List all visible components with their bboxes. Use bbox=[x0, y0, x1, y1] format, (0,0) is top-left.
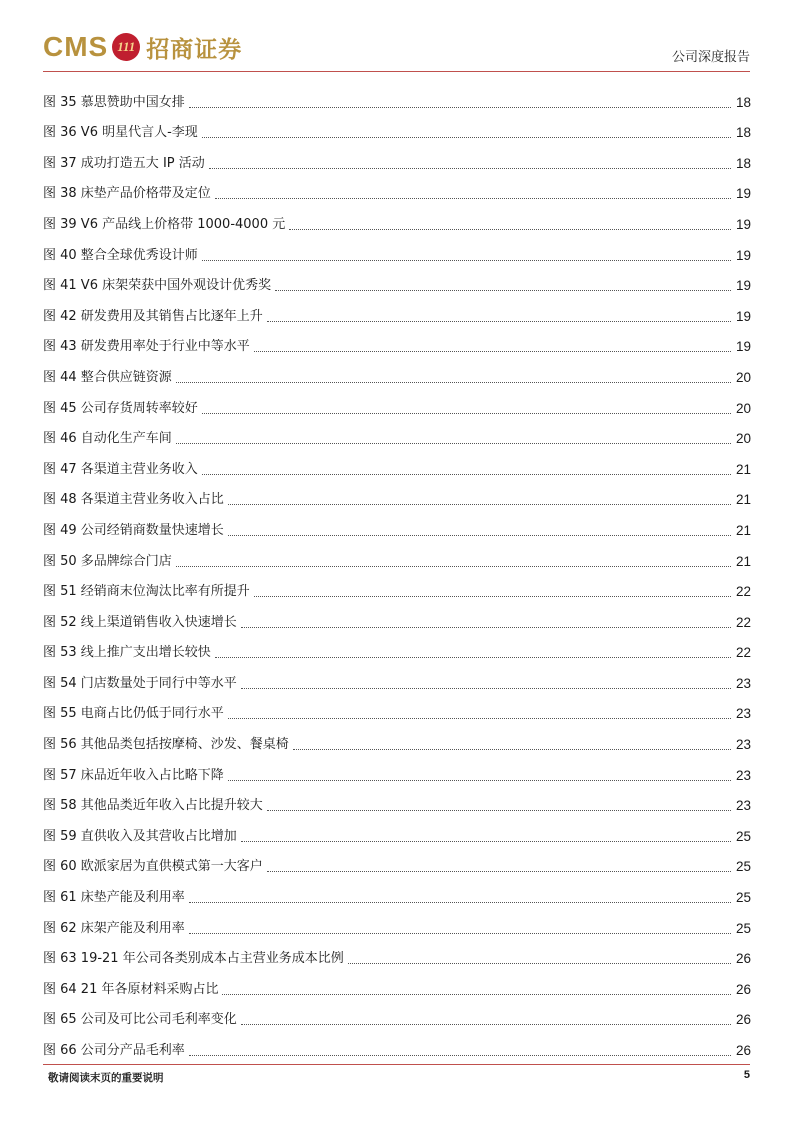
toc-leader-dots bbox=[202, 248, 731, 261]
toc-entry-label: 图 58 其他品类近年收入占比提升较大 bbox=[43, 798, 263, 814]
toc-entry-page: 18 bbox=[735, 94, 751, 110]
toc-entry-page: 20 bbox=[735, 400, 751, 416]
toc-entry-page: 19 bbox=[735, 308, 751, 324]
toc-leader-dots bbox=[189, 95, 731, 108]
page-number: 5 bbox=[743, 1069, 750, 1081]
toc-leader-dots bbox=[241, 676, 731, 689]
toc-leader-dots bbox=[176, 431, 731, 444]
toc-entry-label: 图 45 公司存货周转率较好 bbox=[43, 400, 198, 416]
toc-entry-label: 图 59 直供收入及其营收占比增加 bbox=[43, 828, 237, 844]
logo-emblem-icon: 111 bbox=[112, 33, 140, 61]
cms-logo bbox=[43, 28, 242, 66]
logo-latin-text: CMS bbox=[43, 31, 109, 62]
toc-entry[interactable] bbox=[43, 998, 751, 1029]
toc-entry-page: 25 bbox=[735, 828, 751, 844]
toc-entry-page: 20 bbox=[735, 369, 751, 385]
toc-entry-page: 26 bbox=[735, 951, 751, 967]
toc-entry-page: 21 bbox=[735, 461, 751, 477]
toc-entry-label: 图 61 床垫产能及利用率 bbox=[43, 890, 185, 906]
toc-leader-dots bbox=[202, 401, 731, 414]
toc-leader-dots bbox=[215, 645, 731, 658]
report-type-label: 公司深度报告 bbox=[671, 50, 750, 65]
toc-entry[interactable] bbox=[43, 202, 751, 233]
toc-entry-page: 20 bbox=[735, 431, 751, 447]
toc-entry-label: 图 48 各渠道主营业务收入占比 bbox=[43, 492, 224, 508]
toc-entry-label: 图 42 研发费用及其销售占比逐年上升 bbox=[43, 308, 263, 324]
toc-leader-dots bbox=[228, 706, 731, 719]
toc-entry-label: 图 66 公司分产品毛利率 bbox=[43, 1043, 185, 1058]
toc-entry[interactable] bbox=[43, 508, 751, 539]
toc-entry-label: 图 54 门店数量处于同行中等水平 bbox=[43, 675, 237, 691]
toc-entry[interactable] bbox=[43, 600, 751, 631]
toc-entry[interactable] bbox=[43, 233, 751, 264]
toc-entry-page: 21 bbox=[735, 492, 751, 508]
toc-entry[interactable] bbox=[43, 937, 751, 968]
toc-entry[interactable] bbox=[43, 355, 751, 386]
toc-entry-page: 23 bbox=[735, 798, 751, 814]
toc-leader-dots bbox=[222, 982, 731, 995]
toc-leader-dots bbox=[202, 462, 731, 475]
toc-entry-page: 21 bbox=[735, 553, 751, 569]
toc-entry-label: 图 49 公司经销商数量快速增长 bbox=[43, 522, 224, 538]
toc-entry[interactable] bbox=[43, 722, 751, 753]
toc-entry[interactable] bbox=[43, 845, 751, 876]
toc-leader-dots bbox=[176, 554, 731, 567]
toc-entry-page: 26 bbox=[735, 1043, 751, 1058]
toc-entry[interactable] bbox=[43, 294, 751, 325]
toc-entry-label: 图 44 整合供应链资源 bbox=[43, 369, 172, 385]
toc-leader-dots bbox=[202, 125, 731, 138]
toc-entry-label: 图 43 研发费用率处于行业中等水平 bbox=[43, 339, 250, 355]
toc-entry[interactable] bbox=[43, 141, 751, 172]
toc-leader-dots bbox=[267, 309, 731, 322]
toc-entry-label: 图 63 19-21 年公司各类别成本占主营业务成本比例 bbox=[43, 951, 344, 967]
toc-leader-dots bbox=[189, 921, 731, 934]
toc-entry-page: 19 bbox=[735, 216, 751, 232]
toc-entry[interactable] bbox=[43, 417, 751, 448]
toc-leader-dots bbox=[176, 370, 731, 383]
toc-entry[interactable] bbox=[43, 80, 751, 111]
toc-entry-label: 图 53 线上推广支出增长较快 bbox=[43, 645, 211, 661]
toc-leader-dots bbox=[254, 584, 731, 597]
toc-leader-dots bbox=[241, 829, 731, 842]
toc-entry-label: 图 38 床垫产品价格带及定位 bbox=[43, 186, 211, 202]
toc-entry-label: 图 36 V6 明星代言人-李现 bbox=[43, 125, 198, 141]
toc-entry-page: 25 bbox=[735, 920, 751, 936]
toc-entry-label: 图 40 整合全球优秀设计师 bbox=[43, 247, 198, 263]
toc-leader-dots bbox=[228, 492, 731, 505]
toc-entry-label: 图 39 V6 产品线上价格带 1000-4000 元 bbox=[43, 216, 286, 232]
footer-divider bbox=[43, 1064, 750, 1065]
toc-entry[interactable] bbox=[43, 264, 751, 295]
toc-entry-label: 图 41 V6 床架荣获中国外观设计优秀奖 bbox=[43, 278, 272, 294]
toc-leader-dots bbox=[267, 798, 731, 811]
toc-leader-dots bbox=[348, 951, 731, 964]
toc-entry[interactable] bbox=[43, 967, 751, 998]
toc-entry-label: 图 57 床品近年收入占比略下降 bbox=[43, 767, 224, 783]
toc-entry-label: 图 60 欧派家居为直供模式第一大客户 bbox=[43, 859, 263, 875]
toc-leader-dots bbox=[289, 217, 731, 230]
toc-leader-dots bbox=[241, 615, 731, 628]
toc-entry-label: 图 51 经销商末位淘汰比率有所提升 bbox=[43, 584, 250, 600]
toc-entry-label: 图 47 各渠道主营业务收入 bbox=[43, 461, 198, 477]
toc-entry[interactable] bbox=[43, 692, 751, 723]
toc-entry-label: 图 56 其他品类包括按摩椅、沙发、餐桌椅 bbox=[43, 737, 289, 753]
toc-entry[interactable] bbox=[43, 661, 751, 692]
toc-entry-page: 19 bbox=[735, 339, 751, 355]
toc-entry-page: 19 bbox=[735, 247, 751, 263]
toc-leader-dots bbox=[189, 1043, 731, 1056]
toc-entry-page: 22 bbox=[735, 584, 751, 600]
toc-entry-page: 26 bbox=[735, 1012, 751, 1028]
toc-entry-label: 图 52 线上渠道销售收入快速增长 bbox=[43, 614, 237, 630]
toc-entry[interactable] bbox=[43, 325, 751, 356]
toc-entry-page: 18 bbox=[735, 125, 751, 141]
toc-entry[interactable] bbox=[43, 814, 751, 845]
toc-entry-page: 25 bbox=[735, 859, 751, 875]
toc-entry[interactable] bbox=[43, 570, 751, 601]
toc-entry-label: 图 46 自动化生产车间 bbox=[43, 431, 172, 447]
toc-leader-dots bbox=[215, 186, 731, 199]
toc-entry-label: 图 37 成功打造五大 IP 活动 bbox=[43, 155, 205, 171]
footer-notice: 敬请阅读末页的重要说明 bbox=[48, 1072, 164, 1084]
page-header bbox=[43, 24, 750, 72]
toc-leader-dots bbox=[267, 859, 731, 872]
toc-entry-page: 19 bbox=[735, 186, 751, 202]
toc-entry[interactable] bbox=[43, 906, 751, 937]
toc-entry-page: 22 bbox=[735, 645, 751, 661]
toc-entry[interactable] bbox=[43, 631, 751, 662]
toc-entry-label: 图 65 公司及可比公司毛利率变化 bbox=[43, 1012, 237, 1028]
toc-entry[interactable] bbox=[43, 386, 751, 417]
toc-entry-label: 图 35 慕思赞助中国女排 bbox=[43, 94, 185, 110]
toc-entry[interactable] bbox=[43, 447, 751, 478]
toc-leader-dots bbox=[209, 156, 731, 169]
toc-leader-dots bbox=[293, 737, 731, 750]
toc-entry-page: 25 bbox=[735, 890, 751, 906]
toc-leader-dots bbox=[275, 278, 731, 291]
toc-entry-page: 21 bbox=[735, 522, 751, 538]
toc-entry[interactable] bbox=[43, 784, 751, 815]
toc-entry-label: 图 50 多品牌综合门店 bbox=[43, 553, 172, 569]
toc-leader-dots bbox=[254, 339, 731, 352]
toc-entry-page: 23 bbox=[735, 706, 751, 722]
toc-entry-page: 23 bbox=[735, 737, 751, 753]
toc-entry[interactable] bbox=[43, 753, 751, 784]
toc-entry-page: 22 bbox=[735, 614, 751, 630]
toc-entry-page: 23 bbox=[735, 767, 751, 783]
toc-entry-label: 图 62 床架产能及利用率 bbox=[43, 920, 185, 936]
toc-entry[interactable] bbox=[43, 172, 751, 203]
toc-leader-dots bbox=[228, 523, 731, 536]
toc-entry-page: 19 bbox=[735, 278, 751, 294]
toc-entry-label: 图 64 21 年各原材料采购占比 bbox=[43, 981, 219, 997]
toc-entry-page: 18 bbox=[735, 155, 751, 171]
figure-list bbox=[43, 80, 751, 1059]
toc-entry[interactable] bbox=[43, 1028, 751, 1059]
toc-entry-page: 23 bbox=[735, 675, 751, 691]
toc-entry[interactable] bbox=[43, 539, 751, 570]
toc-entry-page: 26 bbox=[735, 981, 751, 997]
toc-leader-dots bbox=[189, 890, 731, 903]
toc-leader-dots bbox=[228, 768, 731, 781]
toc-entry[interactable] bbox=[43, 111, 751, 142]
toc-entry-label: 图 55 电商占比仍低于同行水平 bbox=[43, 706, 224, 722]
toc-leader-dots bbox=[241, 1012, 731, 1025]
header-divider bbox=[43, 71, 750, 72]
toc-entry[interactable] bbox=[43, 875, 751, 906]
toc-entry[interactable] bbox=[43, 478, 751, 509]
logo-chinese-text: 招商证券 bbox=[146, 35, 243, 63]
